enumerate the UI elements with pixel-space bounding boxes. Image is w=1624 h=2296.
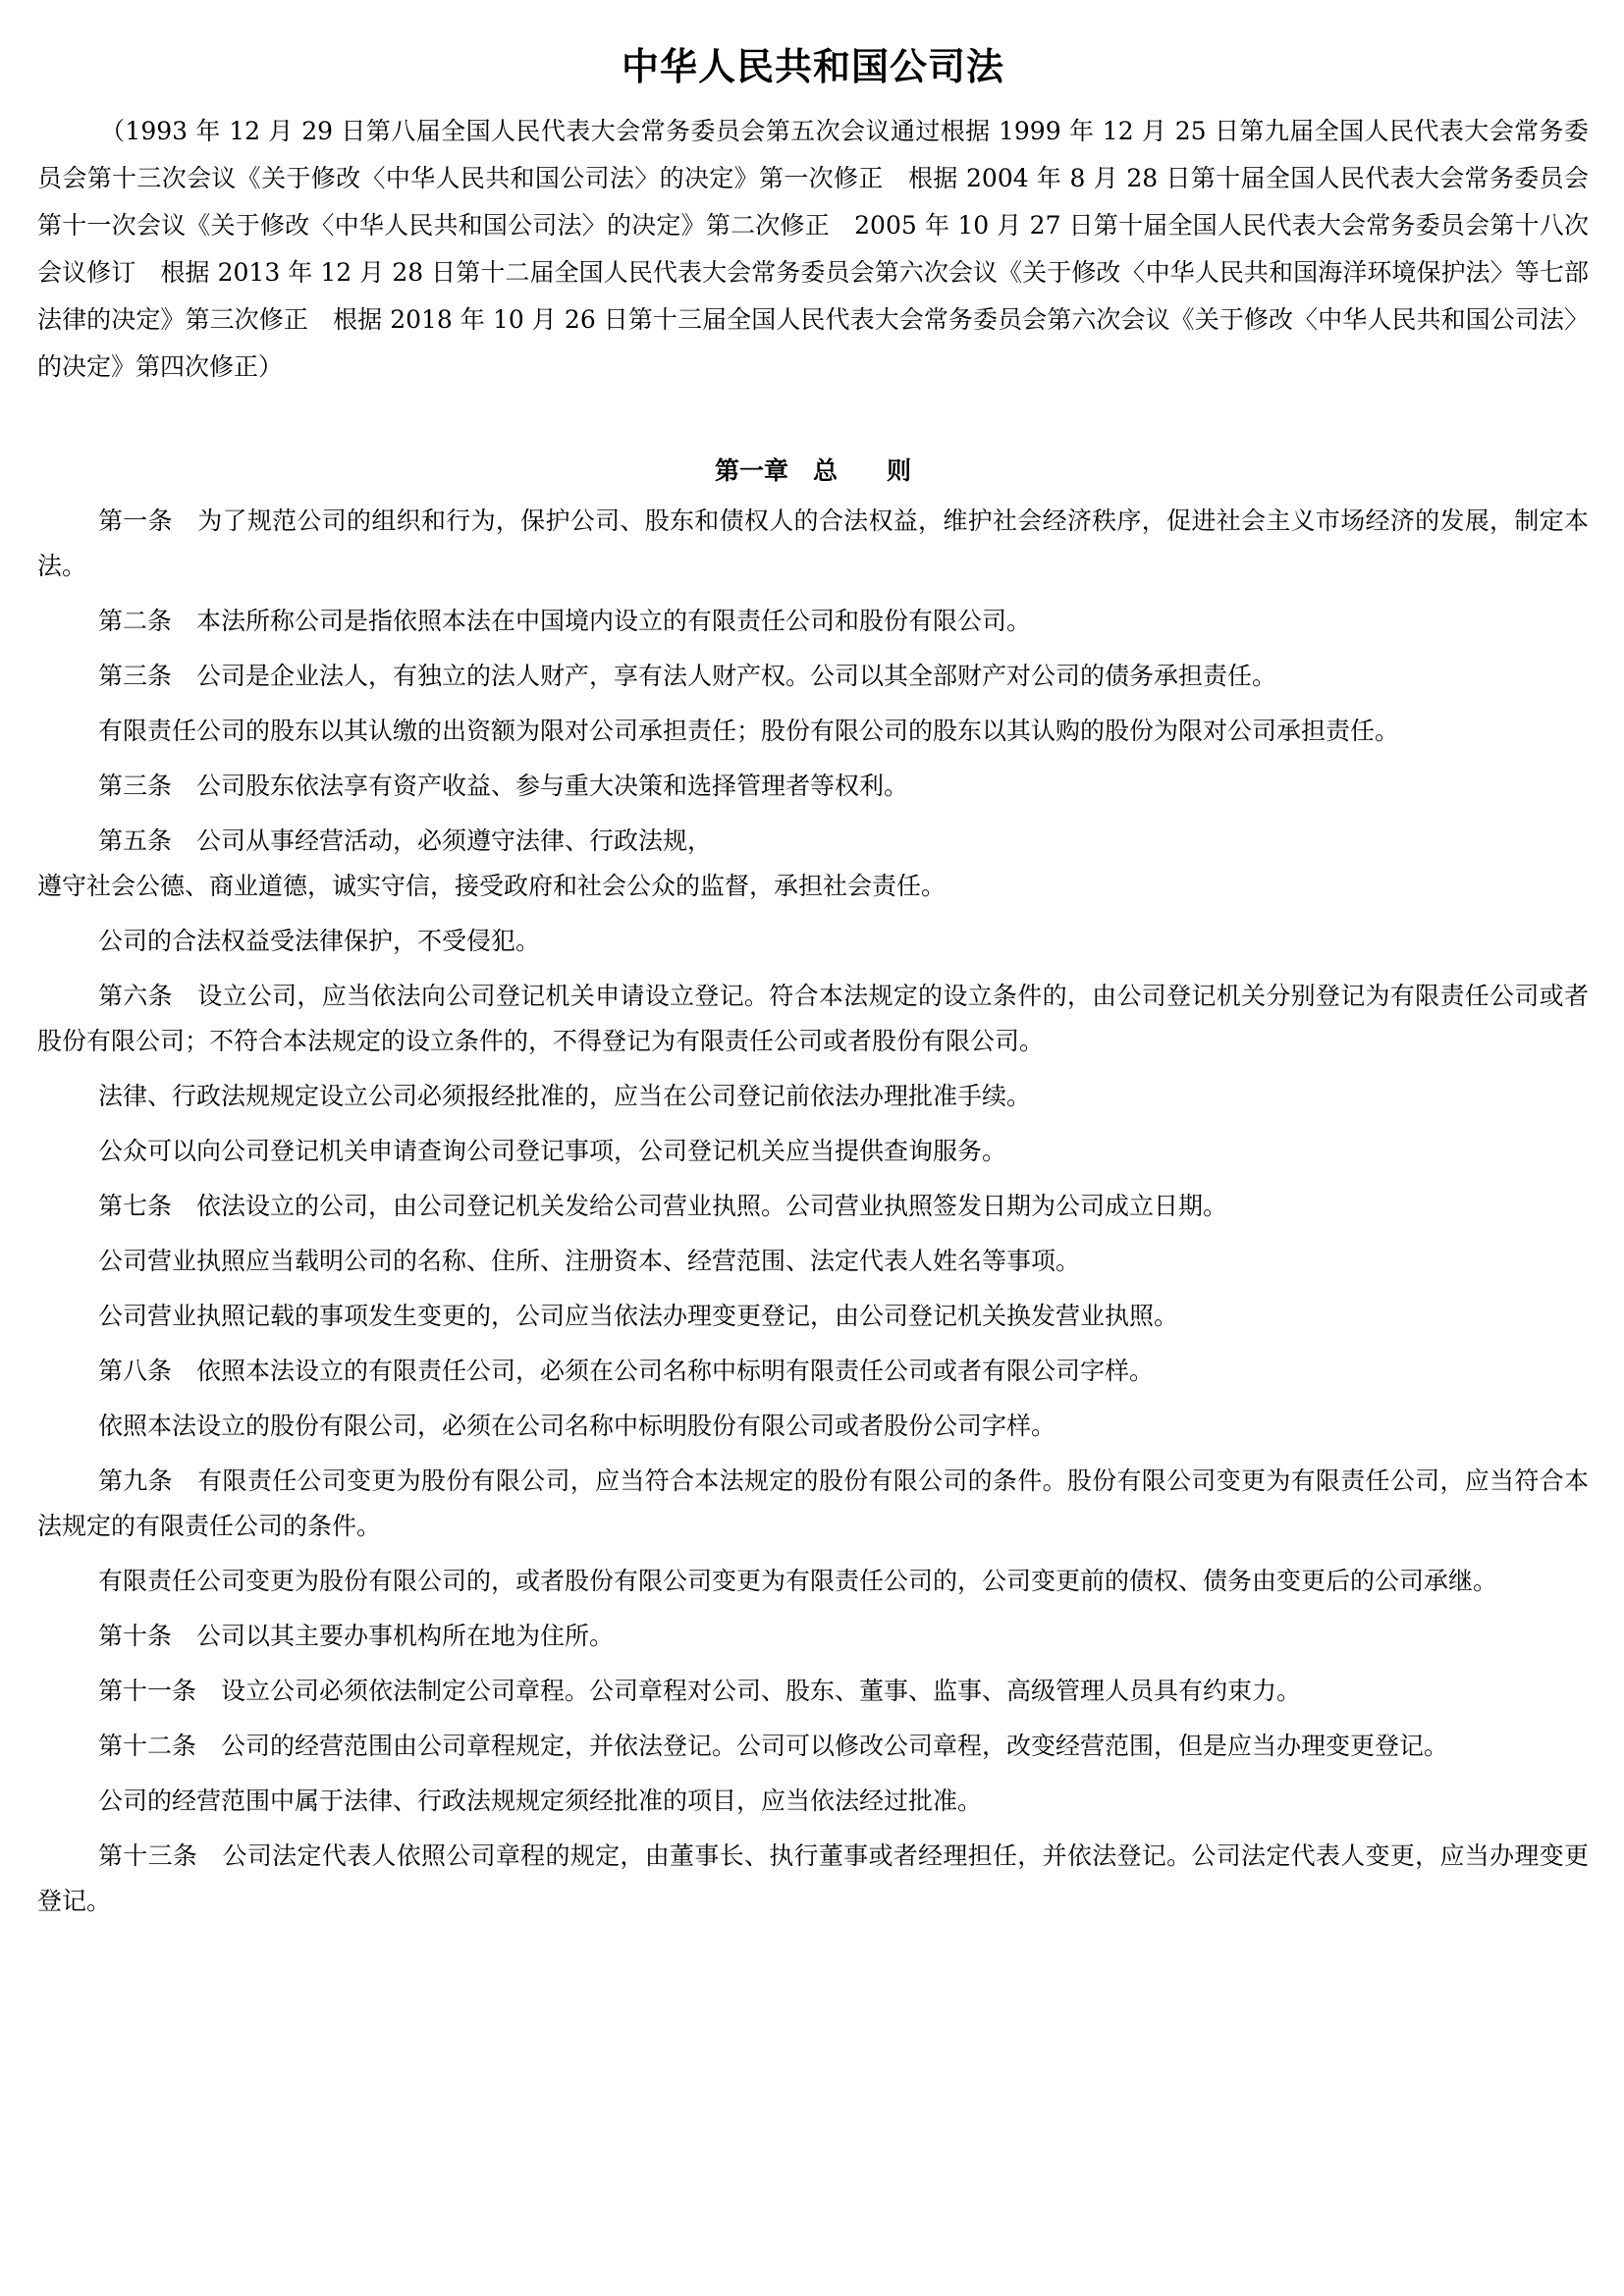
article-paragraph bbox=[37, 1184, 1589, 1229]
article-text: 公司以其主要办事机构所在地为住所。 bbox=[196, 1622, 615, 1650]
article-text: 公司的合法权益受法律保护，不受侵犯。 bbox=[98, 927, 541, 955]
article-text: 公司股东依法享有资产收益、参与重大决策和选择管理者等权利。 bbox=[196, 772, 909, 800]
article-number: 第七条 bbox=[98, 1192, 197, 1220]
article-number: 第十三条 bbox=[98, 1842, 223, 1870]
article-paragraph bbox=[37, 1349, 1589, 1394]
article-paragraph bbox=[37, 1294, 1589, 1339]
article-text: 设立公司，应当依法向公司登记机关申请设立登记。符合本法规定的设立条件的，由公司登记机关分别登记为有限责任公司或者股份有限公司；不符合本法规定的设立条件的，不得登记为有限责任公司或者股份有限公司。 bbox=[37, 982, 1589, 1055]
article-paragraph bbox=[37, 764, 1589, 809]
article-text: 公司营业执照记载的事项发生变更的，公司应当依法办理变更登记，由公司登记机关换发营业执照。 bbox=[98, 1302, 1179, 1330]
article-number: 第三条 bbox=[98, 772, 197, 800]
article-text: 为了规范公司的组织和行为，保护公司、股东和债权人的合法权益，维护社会经济秩序，促进社会主义市场经济的发展，制定本法。 bbox=[37, 507, 1589, 580]
article-paragraph bbox=[37, 499, 1589, 589]
article-number: 第三条 bbox=[98, 662, 197, 690]
article-number: 第十一条 bbox=[98, 1677, 222, 1705]
article-text: 本法所称公司是指依照本法在中国境内设立的有限责任公司和股份有限公司。 bbox=[196, 607, 1032, 635]
article-text: 法律、行政法规规定设立公司必须报经批准的，应当在公司登记前依法办理批准手续。 bbox=[98, 1082, 1032, 1110]
amendment-history-preamble: （1993 年 12 月 29 日第八届全国人民代表大会常务委员会第五次会议通过根据 1999 年 12 月 25 日第九届全国人民代表大会常务委员会第十三次会议《关于修改〈中华人民共和国公司法〉的决定》第一次修正 根据 2004 年 8 月 28 日第十届全国人民代表大会常务委员会第十一次会议《关于修改〈中华人民共和国公司法〉的决定》第二次修正 2005 年 10 月 27 日第十届全国人民代表大会常务委员会第十八次会议修订 根据 2013 年 12 月 28 日第十二届全国人民代表大会常务委员会第六次会议《关于修改〈中华人民共和国海洋环境保护法〉等七部法律的决定》第三次修正 根据 2018 年 10 月 26 日第十三届全国人民代表大会常务委员会第六次会议《关于修改〈中华人民共和国公司法〉的决定》第四次修正） bbox=[37, 117, 1589, 381]
article-paragraph bbox=[37, 1779, 1589, 1824]
article-paragraph bbox=[37, 1074, 1589, 1119]
article-number: 第八条 bbox=[98, 1357, 197, 1385]
article-paragraph bbox=[37, 1834, 1589, 1924]
article-paragraph bbox=[37, 864, 1589, 909]
article-paragraph bbox=[37, 974, 1589, 1064]
chapter-heading: 第一章 总 则 bbox=[714, 456, 911, 485]
article-text: 有限责任公司变更为股份有限公司的，或者股份有限公司变更为有限责任公司的，公司变更前的债权、债务由变更后的公司承继。 bbox=[98, 1567, 1498, 1595]
article-number: 第十二条 bbox=[98, 1732, 222, 1760]
article-paragraph bbox=[37, 1404, 1589, 1449]
article-text: 设立公司必须依法制定公司章程。公司章程对公司、股东、董事、监事、高级管理人员具有约束力。 bbox=[221, 1677, 1302, 1705]
article-paragraph bbox=[37, 819, 1589, 864]
article-text: 公司营业执照应当载明公司的名称、住所、注册资本、经营范围、法定代表人姓名等事项。 bbox=[98, 1247, 1081, 1275]
article-paragraph bbox=[37, 1724, 1589, 1769]
article-number: 第二条 bbox=[98, 607, 197, 635]
article-text: 公司的经营范围中属于法律、行政法规规定须经批准的项目，应当依法经过批准。 bbox=[98, 1787, 983, 1815]
article-text: 依照本法设立的有限责任公司，必须在公司名称中标明有限责任公司或者有限公司字样。 bbox=[196, 1357, 1155, 1385]
document-page bbox=[37, 37, 1589, 1934]
article-number: 第六条 bbox=[98, 982, 198, 1010]
article-paragraph bbox=[37, 1239, 1589, 1284]
article-paragraph bbox=[37, 1669, 1589, 1714]
article-text: 公司是企业法人，有独立的法人财产，享有法人财产权。公司以其全部财产对公司的债务承担责任。 bbox=[196, 662, 1277, 690]
article-text: 公司法定代表人依照公司章程的规定，由董事长、执行董事或者经理担任，并依法登记。公司法定代表人变更，应当办理变更登记。 bbox=[37, 1842, 1589, 1915]
article-text: 有限责任公司变更为股份有限公司，应当符合本法规定的股份有限公司的条件。股份有限公司变更为有限责任公司，应当符合本法规定的有限责任公司的条件。 bbox=[37, 1467, 1589, 1540]
article-number: 第一条 bbox=[98, 507, 198, 535]
article-text: 公司的经营范围由公司章程规定，并依法登记。公司可以修改公司章程，改变经营范围，但是应当办理变更登记。 bbox=[221, 1732, 1449, 1760]
document-title: 中华人民共和国公司法 bbox=[621, 45, 1004, 88]
article-text: 依照本法设立的股份有限公司，必须在公司名称中标明股份有限公司或者股份公司字样。 bbox=[98, 1412, 1056, 1440]
article-text: 公众可以向公司登记机关申请查询公司登记事项，公司登记机关应当提供查询服务。 bbox=[98, 1137, 1007, 1165]
article-paragraph bbox=[37, 1614, 1589, 1659]
article-paragraph bbox=[37, 599, 1589, 644]
article-number: 第九条 bbox=[98, 1467, 198, 1495]
article-text: 公司从事经营活动，必须遵守法律、行政法规， bbox=[196, 827, 713, 855]
article-paragraph bbox=[37, 1129, 1589, 1174]
article-text: 依法设立的公司，由公司登记机关发给公司营业执照。公司营业执照签发日期为公司成立日期。 bbox=[196, 1192, 1228, 1220]
article-paragraph bbox=[37, 919, 1589, 964]
article-paragraph bbox=[37, 709, 1589, 754]
article-text: 有限责任公司的股东以其认缴的出资额为限对公司承担责任；股份有限公司的股东以其认购的股份为限对公司承担责任。 bbox=[98, 717, 1400, 745]
article-text: 遵守社会公德、商业道德，诚实守信，接受政府和社会公众的监督，承担社会责任。 bbox=[37, 872, 947, 900]
article-paragraph bbox=[37, 1559, 1589, 1604]
article-paragraph bbox=[37, 1459, 1589, 1549]
article-number: 第五条 bbox=[98, 827, 197, 855]
article-paragraph bbox=[37, 654, 1589, 699]
article-number: 第十条 bbox=[98, 1622, 197, 1650]
